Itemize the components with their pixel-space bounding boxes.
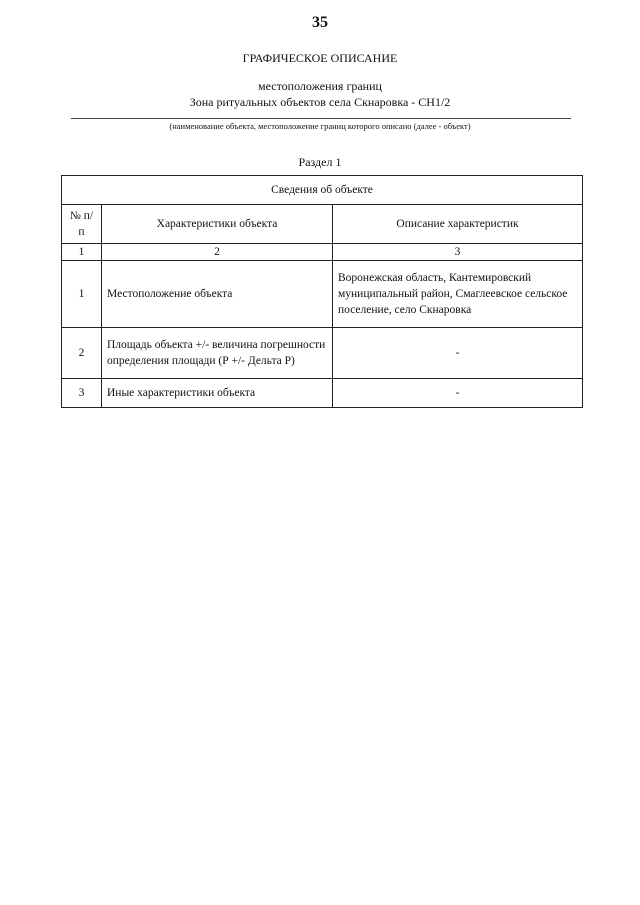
object-caption: (наименование объекта, местоположение границ которого описано (далее - объект) — [169, 121, 471, 131]
table-row — [62, 261, 583, 328]
row-number: 1 — [62, 261, 102, 328]
column-index-3: 3 — [333, 244, 583, 261]
subtitle-line-2: Зона ритуальных объектов села Скнаровка - СН1/2 — [189, 95, 451, 109]
table-row — [62, 379, 583, 408]
row-characteristic: Площадь объекта +/- величина погрешности определения площади (Р +/- Дельта Р) — [102, 328, 333, 379]
row-description: - — [333, 379, 583, 408]
document-subtitle — [0, 78, 640, 110]
column-header-characteristic: Характеристики объекта — [102, 205, 333, 244]
column-index-row — [62, 244, 583, 261]
section-title: Раздел 1 — [298, 155, 342, 169]
row-characteristic: Местоположение объекта — [102, 261, 333, 328]
row-number: 2 — [62, 328, 102, 379]
table-caption-row — [62, 176, 583, 205]
table-header-row — [62, 205, 583, 244]
column-header-number: № п/п — [62, 205, 102, 244]
table-caption: Сведения об объекте — [62, 176, 583, 205]
underline-rule — [71, 118, 571, 119]
row-description: - — [333, 328, 583, 379]
object-info-table — [61, 175, 583, 408]
column-header-description: Описание характеристик — [333, 205, 583, 244]
row-number: 3 — [62, 379, 102, 408]
document-title: ГРАФИЧЕСКОЕ ОПИСАНИЕ — [242, 51, 398, 65]
table-row — [62, 328, 583, 379]
row-description: Воронежская область, Кантемировский муниципальный район, Смаглеевское сельское поселение, село Скнаровка — [333, 261, 583, 328]
subtitle-line-1: местоположения границ — [258, 79, 382, 93]
column-index-2: 2 — [102, 244, 333, 261]
page-number: 35 — [312, 14, 328, 31]
row-characteristic: Иные характеристики объекта — [102, 379, 333, 408]
column-index-1: 1 — [62, 244, 102, 261]
